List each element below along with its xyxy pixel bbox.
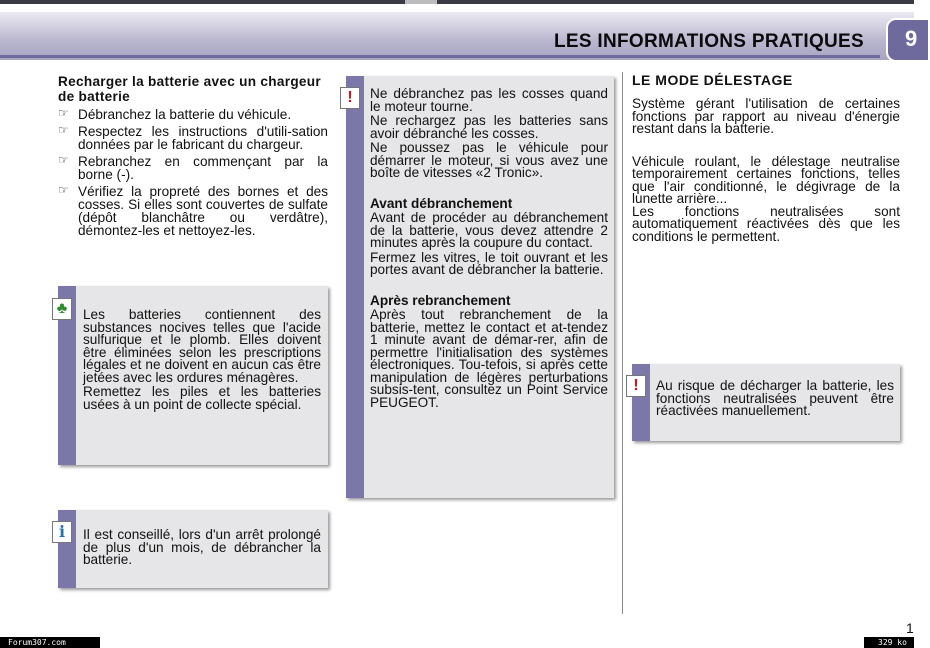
info-icon: i [52, 521, 72, 543]
hand-pointer-icon: ☞ [58, 183, 69, 197]
page-header [0, 12, 914, 60]
delestage-title: LE MODE DÉLESTAGE [632, 72, 793, 88]
eco-paragraph: Les batteries contiennent des substances nocives telles que l'acide sulfurique et le plomb. Elles doivent être éliminées selon les prescriptions légales et ne doivent en aucun cas être jetées avec les ordures ménagères. [83, 307, 321, 385]
eco-paragraph: Remettez les piles et les batteries usées à un point de collecte spécial. [83, 384, 321, 412]
info-box-text [83, 529, 321, 569]
charge-title: Recharger la batterie avec un chargeur de batterie [58, 74, 321, 104]
delestage-warning-text [656, 380, 894, 420]
footer-site-label: Forum307.com [0, 637, 100, 648]
top-bar [0, 0, 914, 4]
warning-icon: ! [626, 375, 646, 397]
after-title: Après rebranchement [370, 292, 511, 308]
delestage-paragraph: Système gérant l'utilisation de certaines fonctions par rapport au niveau d'énergie restant dans la batterie. [632, 96, 900, 136]
after-paragraph: Après tout rebranchement de la batterie, mettez le contact et at-tendez 1 minute avant de démar-rer, afin de permettre l'initialisation des systèmes électroniques. Tou-tefois, si après cette manipulation de légères perturbations subsis-tent, consultez un Point Service PEUGEOT. [370, 307, 608, 410]
warning-icon: ! [340, 87, 360, 109]
column-divider [622, 72, 623, 614]
top-bar-tab [405, 0, 437, 4]
list-item [58, 185, 328, 237]
delestage-paragraph: Les fonctions neutralisées sont automatiquement réactivées dès que les conditions le permettent. [632, 203, 900, 244]
warning-paragraph: Ne poussez pas le véhicule pour démarrer le moteur, si vous avez une boîte de vitesses «2 Tronic». [370, 140, 608, 180]
charge-steps [58, 108, 328, 237]
warning-paragraph: Ne débranchez pas les cosses quand le moteur tourne. [370, 86, 608, 114]
warning-box-text [370, 88, 608, 411]
chapter-number: 9 [905, 26, 918, 51]
before-paragraph: Fermez les vitres, le toit ouvrant et les portes avant de débrancher la batterie. [370, 249, 608, 277]
step-text: Vérifiez la propreté des bornes et des cosses. Si elles sont couvertes de sulfate (dépôt blanchâtre ou verdâtre), démontez-les et nettoyez-les. [78, 184, 328, 238]
hand-pointer-icon: ☞ [58, 106, 69, 120]
charge-section [58, 74, 328, 241]
page-title: LES INFORMATIONS PRATIQUES [553, 31, 864, 52]
step-text: Respectez les instructions d'utili-sation données par le fabricant du chargeur. [78, 124, 328, 152]
list-item [58, 108, 328, 121]
delestage-paragraph: Véhicule roulant, le délestage neutralise temporairement certaines fonctions, telles que l'air conditionné, le dégivrage de la lunette arrière... [632, 153, 900, 206]
eco-box-text [83, 309, 321, 413]
step-text: Débranchez la batterie du véhicule. [78, 107, 292, 122]
step-text: Rebranchez en commençant par la borne (-). [78, 154, 328, 182]
delestage-warning-paragraph: Au risque de décharger la batterie, les fonctions neutralisées peuvent être réactivées manuellement. [656, 378, 894, 418]
hand-pointer-icon: ☞ [58, 153, 69, 167]
info-text: Il est conseillé, lors d'un arrêt prolongé de plus d'un mois, de débrancher la batterie. [83, 527, 321, 567]
battery-warning-box [346, 76, 614, 498]
eco-box [58, 286, 328, 465]
info-box [58, 510, 328, 588]
warning-paragraph: Ne rechargez pas les batteries sans avoir débranché les cosses. [370, 113, 608, 141]
hand-pointer-icon: ☞ [58, 123, 69, 137]
chapter-tab[interactable] [886, 18, 930, 62]
list-item [58, 125, 328, 151]
before-title: Avant débranchement [370, 195, 513, 211]
list-item [58, 155, 328, 181]
tree-icon: ♣ [52, 298, 72, 320]
page-number: 1 [906, 620, 914, 636]
footer-size-label: 329 ko [864, 637, 914, 648]
delestage-text [632, 98, 900, 243]
header-stripe [0, 55, 880, 58]
delestage-warning-box [632, 364, 900, 441]
before-paragraph: Avant de procéder au débranchement de la batterie, vous devez attendre 2 minutes après la coupure du contact. [370, 210, 608, 250]
box-accent-bar [346, 76, 364, 498]
